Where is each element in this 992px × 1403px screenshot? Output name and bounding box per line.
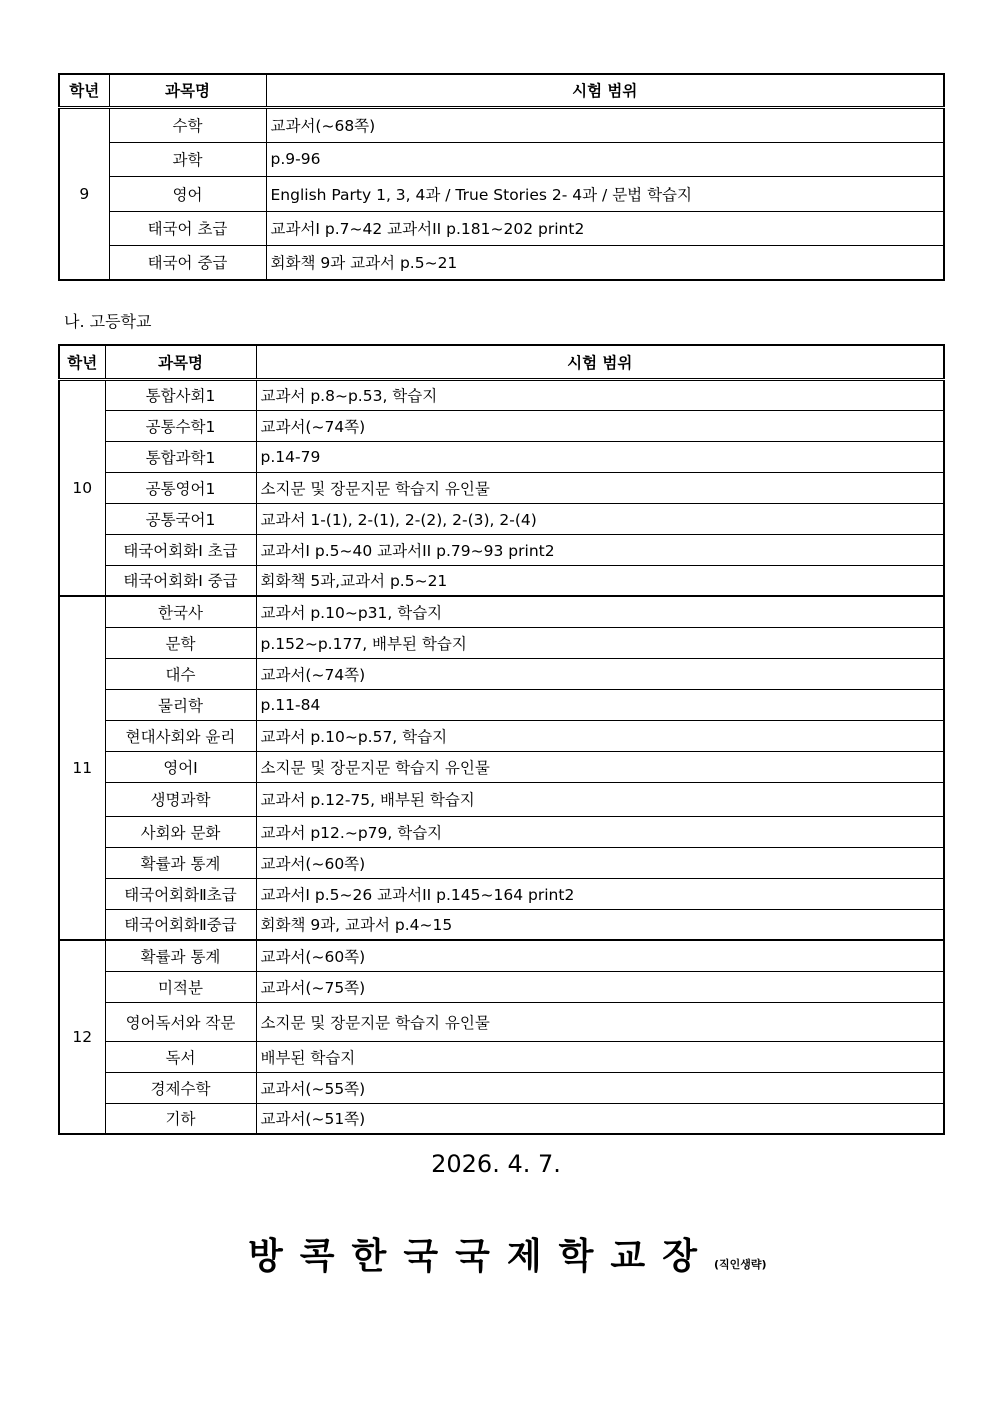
header-range: 시험 범위 [256,345,944,379]
subject-cell: 기하 [105,1103,256,1134]
table-row [59,503,944,534]
header-subject: 과목명 [109,74,266,107]
subject-cell: 물리학 [105,689,256,720]
table-row [59,379,944,410]
subject-cell: 공통수학1 [105,410,256,441]
table-row [59,689,944,720]
table-row [59,534,944,565]
subject-cell: 경제수학 [105,1072,256,1103]
table-row [59,441,944,472]
header-grade: 학년 [59,74,109,107]
range-cell: 소지문 및 장문지문 학습지 유인물 [256,472,944,503]
range-cell: 교과서(~60쪽) [256,847,944,878]
range-cell: 소지문 및 장문지문 학습지 유인물 [256,751,944,782]
subject-cell: 태국어회화Ⅰ 중급 [105,565,256,596]
header-subject: 과목명 [105,345,256,379]
high-school-exam-table [58,344,945,1135]
range-cell: 교과서 p.10~p.57, 학습지 [256,720,944,751]
range-cell: 교과서 p.8~p.53, 학습지 [256,379,944,410]
table-row [59,720,944,751]
signature-block [248,1228,767,1279]
table-row [59,211,944,245]
subject-cell: 영어독서와 작문 [105,1002,256,1041]
subject-cell: 확률과 통계 [105,940,256,971]
table-row [59,245,944,280]
table-row [59,1041,944,1072]
seal-omitted-note: (직인생략) [713,1258,767,1271]
table-row [59,627,944,658]
range-cell: 교과서 p12.~p79, 학습지 [256,816,944,847]
range-cell: 교과서(~74쪽) [256,658,944,689]
subject-cell: 통합과학1 [105,441,256,472]
range-cell: 배부된 학습지 [256,1041,944,1072]
range-cell: 교과서 1-(1), 2-(1), 2-(2), 2-(3), 2-(4) [256,503,944,534]
subject-cell: 태국어회화Ⅱ중급 [105,909,256,940]
range-cell: 소지문 및 장문지문 학습지 유인물 [256,1002,944,1041]
subject-cell: 영어 [109,176,266,211]
range-cell: 교과서I p.7~42 교과서II p.181~202 print2 [266,211,944,245]
subject-cell: 미적분 [105,971,256,1002]
subject-cell: 수학 [109,107,266,142]
range-cell: 교과서(~74쪽) [256,410,944,441]
subject-cell: 공통영어1 [105,472,256,503]
range-cell: 교과서I p.5~40 교과서II p.79~93 print2 [256,534,944,565]
range-cell: p.9-96 [266,142,944,176]
table-row [59,410,944,441]
table-row [59,1002,944,1041]
subject-cell: 생명과학 [105,782,256,816]
principal-name: 방콕한국국제학교장 [248,1236,714,1277]
grade-cell: 10 [59,379,105,596]
subject-cell: 태국어회화Ⅰ 초급 [105,534,256,565]
range-cell: 회화책 9과, 교과서 p.4~15 [256,909,944,940]
range-cell: English Party 1, 3, 4과 / True Stories 2- 4과 / 문법 학습지 [266,176,944,211]
subject-cell: 태국어회화Ⅱ초급 [105,878,256,909]
table-row [59,472,944,503]
range-cell: p.14-79 [256,441,944,472]
table-row [59,176,944,211]
range-cell: 교과서(~68쪽) [266,107,944,142]
subject-cell: 확률과 통계 [105,847,256,878]
table-row [59,142,944,176]
range-cell: 교과서 p.12-75, 배부된 학습지 [256,782,944,816]
grade-cell: 12 [59,940,105,1134]
table-row [59,107,944,142]
range-cell: 교과서(~55쪽) [256,1072,944,1103]
subject-cell: 영어Ⅰ [105,751,256,782]
subject-cell: 태국어 중급 [109,245,266,280]
subject-cell: 현대사회와 윤리 [105,720,256,751]
range-cell: p.11-84 [256,689,944,720]
subject-cell: 문학 [105,627,256,658]
range-cell: 교과서I p.5~26 교과서II p.145~164 print2 [256,878,944,909]
table-row [59,658,944,689]
subject-cell: 통합사회1 [105,379,256,410]
table-row [59,940,944,971]
table-row [59,782,944,816]
table-row [59,751,944,782]
table-row [59,565,944,596]
range-cell: p.152~p.177, 배부된 학습지 [256,627,944,658]
table-row [59,1072,944,1103]
range-cell: 교과서 p.10~p31, 학습지 [256,596,944,627]
grade-cell: 9 [59,107,109,280]
table-row [59,816,944,847]
table-row [59,1103,944,1134]
header-range: 시험 범위 [266,74,944,107]
subject-cell: 대수 [105,658,256,689]
range-cell: 교과서(~51쪽) [256,1103,944,1134]
subject-cell: 공통국어1 [105,503,256,534]
subject-cell: 한국사 [105,596,256,627]
table-row [59,847,944,878]
header-grade: 학년 [59,345,105,379]
middle-school-exam-table [58,73,945,281]
range-cell: 교과서(~60쪽) [256,940,944,971]
table-row [59,971,944,1002]
subject-cell: 태국어 초급 [109,211,266,245]
grade-cell: 11 [59,596,105,940]
table-row [59,878,944,909]
range-cell: 회화책 9과 교과서 p.5~21 [266,245,944,280]
document-date: 2026. 4. 7. [431,1150,561,1178]
range-cell: 회화책 5과,교과서 p.5~21 [256,565,944,596]
table-row [59,596,944,627]
section-label: 나. 고등학교 [64,312,152,331]
subject-cell: 사회와 문화 [105,816,256,847]
subject-cell: 과학 [109,142,266,176]
subject-cell: 독서 [105,1041,256,1072]
table-row [59,909,944,940]
range-cell: 교과서(~75쪽) [256,971,944,1002]
